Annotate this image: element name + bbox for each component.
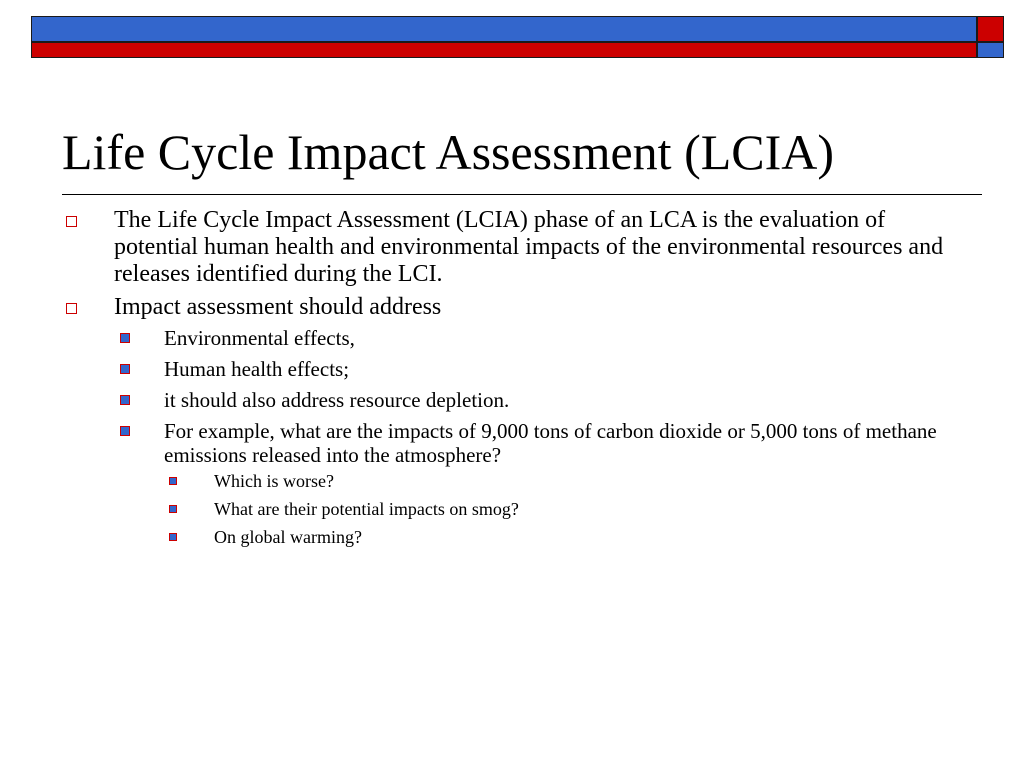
sub-sub-bullet-text: On global warming?	[214, 527, 362, 547]
hollow-square-bullet-icon	[169, 477, 177, 485]
sub-sub-bullet-item	[164, 499, 962, 520]
sub-bullet-item	[114, 326, 962, 350]
title-divider	[62, 194, 982, 195]
bullet-text: Impact assessment should address	[114, 294, 442, 320]
sub-sub-bullet-text: What are their potential impacts on smog?	[214, 499, 519, 519]
slide-title: Life Cycle Impact Assessment (LCIA)	[62, 124, 835, 180]
slide-body	[62, 207, 962, 555]
sub-sub-bullet-item	[164, 527, 962, 548]
sub-sub-bullet-text: Which is worse?	[214, 471, 334, 491]
hollow-square-bullet-icon	[169, 533, 177, 541]
sub-bullet-item	[114, 357, 962, 381]
sub-bullet-text: For example, what are the impacts of 9,000 tons of carbon dioxide or 5,000 tons of methane emissions released into the atmosphere?	[164, 419, 937, 467]
bullet-item	[62, 294, 962, 548]
sub-sub-bullet-list	[164, 471, 962, 548]
sub-bullet-text: it should also address resource depletion.	[164, 388, 510, 412]
sub-bullet-item	[114, 388, 962, 412]
sub-bullet-item	[114, 419, 962, 548]
hollow-square-bullet-icon	[66, 216, 77, 227]
sub-sub-bullet-item	[164, 471, 962, 492]
sub-bullet-text: Environmental effects,	[164, 326, 355, 350]
filled-square-bullet-icon	[120, 364, 130, 374]
filled-square-bullet-icon	[120, 395, 130, 405]
filled-square-bullet-icon	[120, 333, 130, 343]
bullet-item	[62, 207, 962, 288]
hollow-square-bullet-icon	[169, 505, 177, 513]
header-bar-red	[31, 42, 977, 58]
header-corner-blue-square	[977, 42, 1004, 58]
header-bar-blue	[31, 16, 977, 42]
filled-square-bullet-icon	[120, 426, 130, 436]
bullet-text: The Life Cycle Impact Assessment (LCIA) phase of an LCA is the evaluation of potential human health and environmental impacts of the environmental resources and releases identified during the LCI.	[114, 207, 944, 287]
sub-bullet-text: Human health effects;	[164, 357, 350, 381]
bullet-list	[62, 207, 962, 548]
sub-bullet-list	[114, 326, 962, 548]
header-corner-red-square	[977, 16, 1004, 42]
hollow-square-bullet-icon	[66, 303, 77, 314]
